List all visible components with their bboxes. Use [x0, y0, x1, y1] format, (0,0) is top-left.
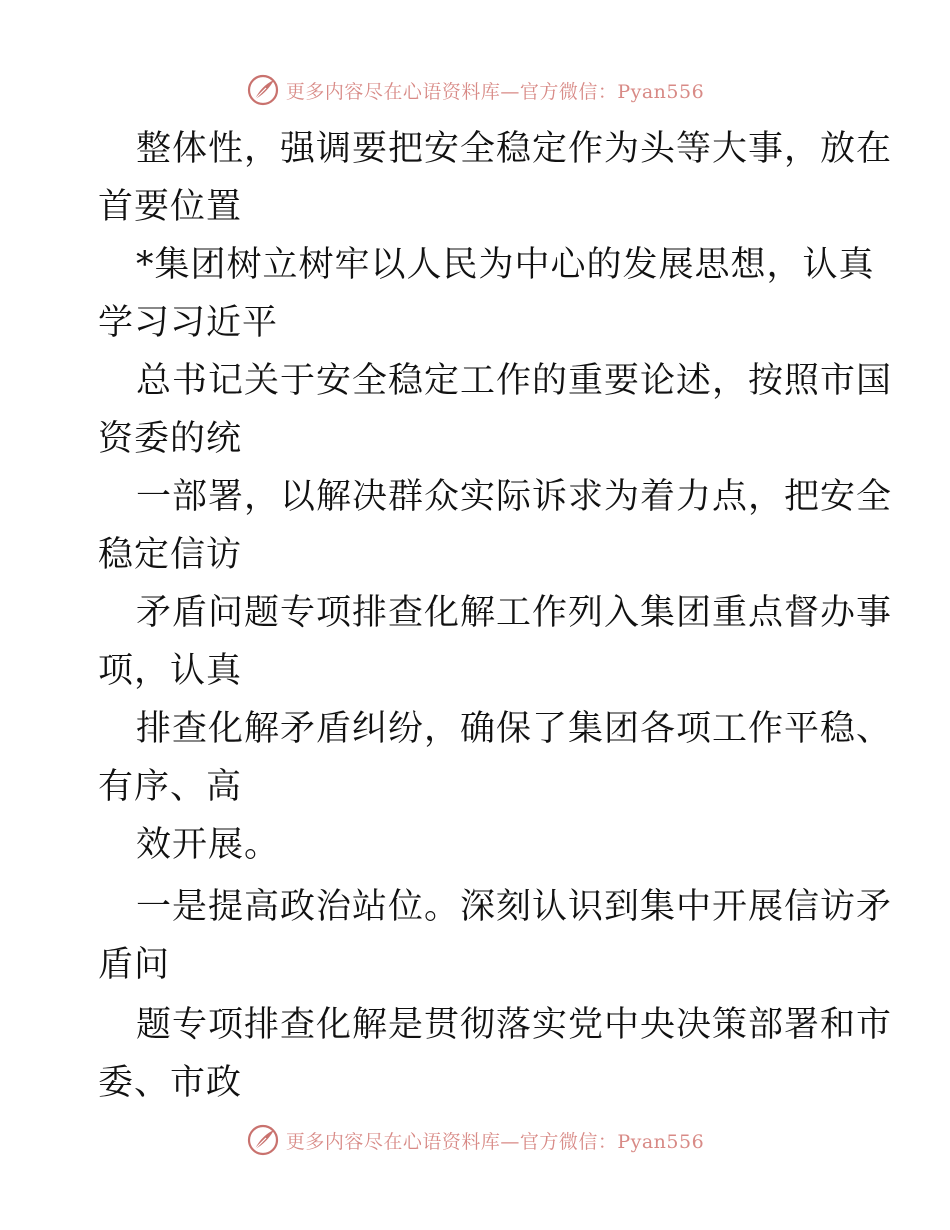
body-line: 整体性，强调要把安全稳定作为头等大事，放在 — [136, 129, 893, 169]
body-line: 排查化解矛盾纠纷，确保了集团各项工作平稳、 — [136, 709, 893, 749]
feather-pen-logo-icon — [246, 1123, 280, 1157]
watermark-text: 更多内容尽在心语资料库—官方微信：Pyan556 — [285, 80, 705, 103]
body-line: 盾问 — [98, 945, 171, 985]
body-line: *集团树立树牢以人民为中心的发展思想，认真 — [136, 245, 875, 285]
body-line: 一是提高政治站位。深刻认识到集中开展信访矛 — [136, 887, 893, 927]
body-line: 总书记关于安全稳定工作的重要论述，按照市国 — [136, 361, 893, 401]
body-line: 资委的统 — [98, 419, 243, 459]
body-line: 效开展。 — [136, 825, 281, 865]
feather-pen-logo-icon — [246, 73, 280, 107]
header-watermark — [0, 70, 950, 110]
watermark-text: 更多内容尽在心语资料库—官方微信：Pyan556 — [285, 1130, 705, 1153]
body-line: 一部署，以解决群众实际诉求为着力点，把安全 — [136, 477, 893, 517]
body-line: 稳定信访 — [98, 535, 243, 575]
body-line: 项，认真 — [98, 651, 243, 691]
body-line: 有序、高 — [98, 767, 243, 807]
body-line: 学习习近平 — [98, 303, 279, 343]
footer-watermark — [0, 1120, 950, 1160]
body-line: 矛盾问题专项排查化解工作列入集团重点督办事 — [136, 593, 893, 633]
body-line: 题专项排查化解是贯彻落实党中央决策部署和市 — [136, 1005, 893, 1045]
body-line: 委、市政 — [98, 1063, 243, 1103]
body-line: 首要位置 — [98, 187, 243, 227]
